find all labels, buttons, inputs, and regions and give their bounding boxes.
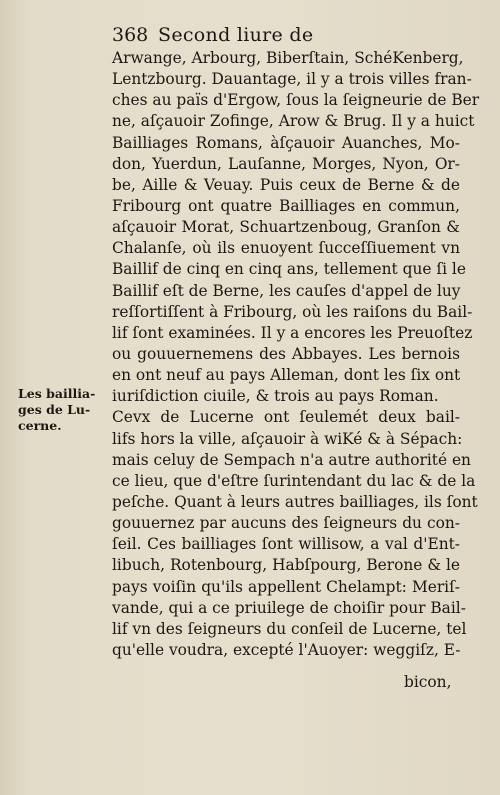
text-line: Cevx de Lucerne ont ſeulemét deux bail- (112, 408, 460, 427)
page-number: 368 (112, 24, 149, 46)
text-line: lif vn des ſeigneurs du conſeil de Lucerne, tel (112, 619, 467, 638)
margin-note (18, 386, 98, 434)
text-line: libuch, Rotenbourg, Habſpourg, Berone & le (112, 556, 460, 575)
body-text (112, 48, 480, 661)
text-line: peſche. Quant à leurs autres bailliages, ils ſont (112, 492, 478, 511)
text-line: reſſortiſſent à Fribourg, où les raiſons du Bail- (112, 302, 473, 321)
text-line: lif ſont examinées. Il y a encores les Preuoſtez (112, 323, 473, 342)
running-head: Second liure de (158, 24, 314, 46)
text-line: en ont neuf au pays Alleman, dont les ſix ont (112, 366, 461, 385)
margin-note-line: Les baillia- (18, 386, 96, 401)
margin-note-line: cerne. (18, 418, 62, 433)
text-line: aſçauoir Morat, Schuartzenboug, Granſon & (112, 218, 460, 237)
text-line: ches au païs d'Ergow, ſous la ſeigneurie de Ber (112, 91, 480, 110)
text-line: qu'elle voudra, excepté l'Auoyer: weggiſz, E- (112, 640, 461, 659)
text-line: be, Aille & Veuay. Puis ceux de Berne & de (112, 175, 460, 194)
page-header (112, 22, 472, 48)
text-line: Chalanſe, où ils enuoyent ſucceſſiuement vn (112, 239, 460, 258)
text-line: ſeil. Ces bailliages ſont willisow, a val d'Ent- (112, 535, 460, 554)
text-line: mais celuy de Sempach n'a autre authorité en (112, 450, 471, 469)
text-line: ce lieu, que d'eſtre ſurintendant du lac & de la (112, 471, 476, 490)
text-line: Lentzbourg. Dauantage, il y a trois villes fran- (112, 70, 472, 89)
text-line: Fribourg ont quatre Bailliages en commun, (112, 196, 460, 215)
text-line: Arwange, Arbourg, Biberſtain, SchéKenberg, (112, 49, 464, 67)
text-line: vande, qui a ce priuilege de choiſir pour Bail- (112, 598, 466, 617)
text-line: Baillif eſt de Berne, les cauſes d'appel de luy (112, 281, 461, 300)
text-line: ou gouuernemens des Abbayes. Les bernois (112, 344, 460, 363)
catchword: bicon, (404, 673, 452, 691)
text-line: lifs hors la ville, aſçauoir à wiKé & à Sépach: (112, 429, 463, 448)
text-line: Baillif de cinq en cinq ans, tellement que ſi le (112, 260, 466, 279)
margin-note-line: ges de Lu- (18, 402, 91, 417)
text-line: ne, aſçauoir Zofinge, Arow & Brug. Il y a huict (112, 112, 475, 131)
text-line: pays voiſin qu'ils appellent Chelampt: Meriſ- (112, 577, 460, 596)
text-line: gouuernez par aucuns des ſeigneurs du con- (112, 514, 460, 533)
text-line: don, Yuerdun, Lauſanne, Morges, Nyon, Or- (112, 154, 460, 173)
text-line: iuriſdiction ciuile, & trois au pays Roman. (112, 387, 439, 406)
text-line: Bailliages Romans, àſçauoir Auanches, Mo- (112, 133, 460, 152)
